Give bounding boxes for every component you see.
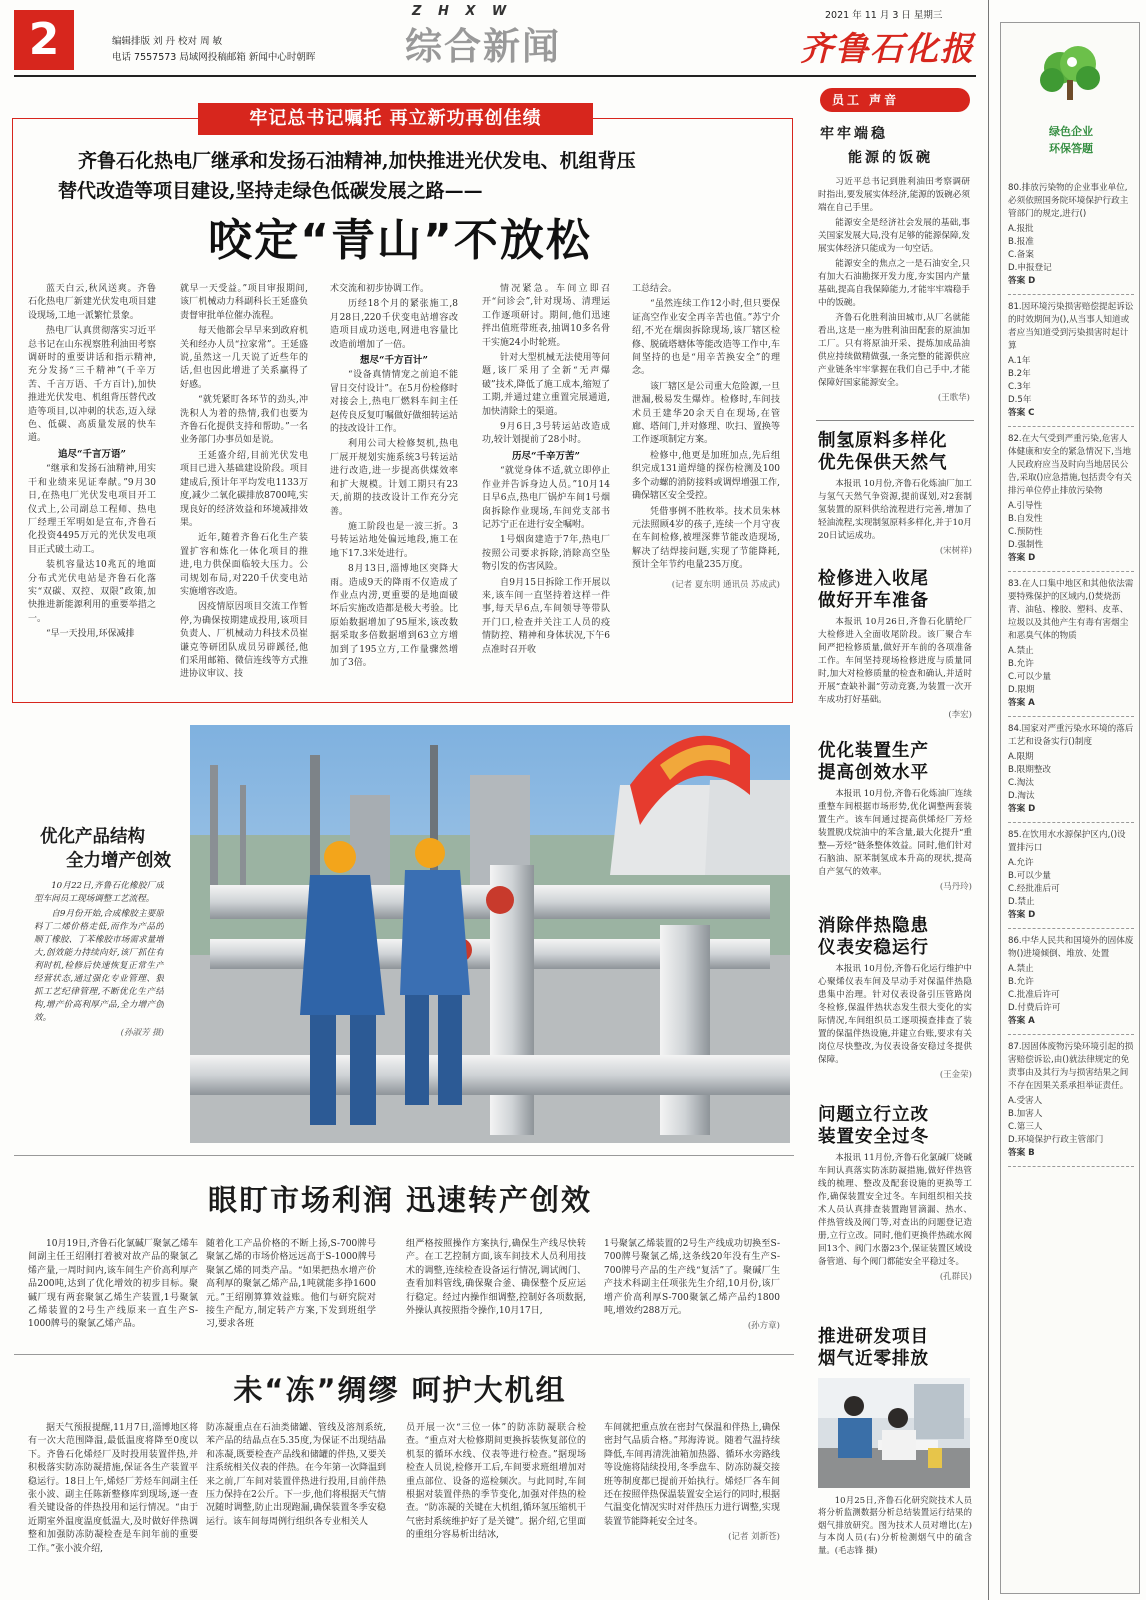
product-title-line1: 优化产品结构: [40, 827, 145, 847]
quiz-option: D.淘汰: [1008, 791, 1035, 801]
page-number: 2: [28, 14, 60, 65]
voice-paragraph: 能源安全的焦点之一是石油安全,只有加大石油勘探开发力度,夯实国内产量基础,提高自我保障能力,才能牢牢端稳手中的饭碗。: [818, 259, 970, 308]
lead-paragraph: 9月6日,3号转运站改造成功,较计划提前了28小时。: [482, 422, 610, 446]
quiz-question: 86.中华人民共和国境外的固体废物()进境倾倒、堆放、处置: [1008, 936, 1134, 959]
brief-title: 制氢原料多样化: [818, 431, 948, 451]
quiz-option: B.允许: [1008, 659, 1034, 669]
freeze-byline: (记者 刘新苍): [728, 1532, 780, 1543]
brief-body: 本报讯 10月份,齐鲁石化运行维护中心聚烯仪表车间及早动手对保温伴热隐患集中治理。针对仪表设备引压管路岗冬检修,保温伴热状态发生很大变化的实际情况,车间组织员工逐项摸查排查了装置的保温伴热设施,并建立台账,要求有关岗位尽快整改,为仪表设备安稳过冬提供保障。: [818, 964, 972, 1065]
lead-paragraph: 情况紧急。车间立即召开“问诊会”,针对现场、清理运工作逐项研讨。期间,他们迅速拌出值班带班表,抽调10多名骨干实施24小时轮班。: [482, 284, 610, 348]
quiz-option: C.第三人: [1008, 1122, 1043, 1132]
market-col-2: [206, 1238, 376, 1346]
quiz-option: C.批准后许可: [1008, 990, 1060, 1000]
quiz-question: 83.在人口集中地区和其他依法需要特殊保护的区域内,()焚烧沥青、油毡、橡胶、塑料、皮革、垃圾以及其他产生有毒有害烟尘和恶臭气体的物质: [1008, 579, 1134, 641]
market-paragraph: 10月19日,齐鲁石化氯碱厂聚氯乙烯车间副主任王绍刚打着被对故产品的聚氯乙烯产量,一周时间内,该车间生产价高利厚产品200吨,达到了优化增效的初步目标。聚碱厂现有两套聚氯乙烯生产装置,1号聚氯乙烯装置的2号生产线原来一直生产S-1000牌号的聚氯乙烯产品。: [28, 1239, 198, 1330]
quiz-option: A.1年: [1008, 356, 1031, 366]
lead-paragraph: 术交流和初步协调工作。: [330, 284, 430, 294]
quiz-separator: [1008, 1034, 1134, 1035]
photo-story: [818, 1326, 972, 1596]
brief-title: 装置安全过冬: [818, 1127, 929, 1147]
lead-kicker-line1: 齐鲁石化热电厂继承和发扬石油精神,加快推进光伏发电、机组背压: [78, 150, 636, 172]
quiz-option: D.禁止: [1008, 897, 1035, 907]
brief-byline: (宋树祥): [939, 546, 972, 556]
freeze-paragraph: 据天气预报提醒,11月7日,淄博地区将有一次大范围降温,最低温度将降至0度以下。齐鲁石化烯烃厂及时投用装置伴热,并积极落实防冻防凝措施,保证各生产装置平稳运行。18日上午,烯烃厂芳烃车间副主任张小波、副主任陈新整修库到现场,逐一查看关键设备的伴热投用和运行情况。“由于近期室外温度温度低温大,及时做好伴热调整和加强防冻防凝检查是车间年前的重要工作。”张小波介绍,: [28, 1423, 198, 1554]
brief-byline: (孔群民): [939, 1272, 972, 1282]
brief-2: [818, 568, 972, 728]
voice-body: [818, 176, 970, 416]
brief-title: 仪表安稳运行: [818, 938, 929, 958]
lead-paragraph: 因疫情原因项目交流工作暂停,为确保按期建成投用,该项目负责人、厂机械动力科技术员崔谦克等研团队成员另辟蹊径,他们采用邮箱、微信连线等方式推进协议审议、技: [180, 602, 308, 680]
product-title-line2: 全力增产创效: [66, 851, 171, 871]
brief-1: [818, 430, 972, 560]
lead-subhead: 追尽“千言万语”: [58, 448, 126, 460]
editor-credits: 编辑排版 刘 丹 校对 周 敏: [112, 36, 223, 47]
quiz-answer: 答案 A: [1008, 698, 1035, 708]
quiz-option: B.可以少量: [1008, 871, 1052, 881]
brief-title: 提高创效水平: [818, 763, 929, 783]
brief-title: 优先保供天然气: [818, 453, 948, 473]
quiz-question: 80.排放污染物的企业事业单位,必须依照国务院环境保护行政主管部门的规定,进行(): [1008, 183, 1129, 219]
quiz-answer: 答案 D: [1008, 276, 1036, 286]
product-paragraph: 自9月份开始,合成橡胶主要原料丁二烯价格走低,而作为产品的顺丁橡胶、丁苯橡胶市场需求量增大,创效能力持续向好,该厂抓住有利时机,检修后快速恢复正常生产经营状态,通过强化专业管理、狠抓工艺纪律管理,不断优化生产结构,增产价高利厚产品,全力增产创效。: [34, 909, 164, 1023]
freeze-col-2: [206, 1422, 386, 1594]
market-paragraph: 1号聚氯乙烯装置的2号生产线成功切换至S-700牌号聚氯乙烯,这条线20年没有生产S-700牌号产品的生产线“复活”了。聚碱厂生产技术科副主任项张先生介绍,10月份,该厂增产价高利厚S-700聚氯乙烯产品约1800吨,增效约288万元。: [604, 1239, 780, 1317]
lead-paragraph: “早一天投用,环保减排: [46, 629, 135, 640]
quiz-option: A.禁止: [1008, 646, 1034, 656]
lead-paragraph: 针对大型机械无法使用等问题,该厂采用了全新“无声爆破”技术,降低了施工成本,缩短了工期,并通过建立重置完展通道,加快清除土的渠道。: [482, 353, 610, 417]
lead-paragraph: 8月13日,淄博地区突降大雨。造成9天的降雨不仅造成了作业点内涝,更重要的是地面破坏后实施改造都是极大考验。比原始数据增加了95厘米,该改数据采取多倍数据增到63立方增加到了195立方,工作量骤然增加了3倍。: [330, 564, 458, 668]
freeze-col-3: [406, 1422, 586, 1594]
quiz-option: C.3年: [1008, 382, 1031, 392]
lead-paragraph: 王延盛介绍,目前光伏发电项目已进入基础建设阶段。项目建成后,预计年平均发电1133万度,减少二氧化碳排放8700吨,实现良好的经济效益和环境减排效果。: [180, 450, 308, 528]
market-top-rule: [14, 1155, 794, 1156]
quiz-question: 87.因固体废物污染环境引起的损害赔偿诉讼,由()就法律规定的免责事由及其行为与损害结果之间不存在因果关系承担举证责任。: [1008, 1042, 1134, 1091]
quiz-option: A.报批: [1008, 224, 1034, 234]
lead-paragraph: “就凭紧盯各环节的劲头,冲洗积人为着的热情,我们也要为齐鲁石化提供支持和帮助。”一名业务部门办事员如是说。: [180, 395, 308, 446]
brief-title: 做好开车准备: [818, 591, 929, 611]
quiz-answer: 答案 D: [1008, 804, 1036, 814]
quiz-option: B.2年: [1008, 369, 1031, 379]
lead-paragraph: 施工阶段也是一波三折。3号转运站地处偏远地段,施工在地下17.3米处进行。: [330, 521, 458, 559]
quiz-option: A.限期: [1008, 752, 1034, 762]
quiz-answer: 答案 C: [1008, 408, 1035, 418]
tree-icon: [1030, 42, 1110, 102]
brief-4: [818, 915, 972, 1095]
lead-paragraph: 就早一天受益。”项目审报期间,该厂机械动力科副科长王延盛负责督审批单位催办流程。: [180, 284, 308, 321]
lead-paragraph: 蓝天白云,秋风送爽。齐鲁石化热电厂新建光伏发电项目建设现场,工地一派繁忙景象。: [28, 284, 156, 321]
brief-byline: (李宏): [948, 710, 972, 720]
lead-byline: (记者 夏东明 通讯员 苏成武): [671, 579, 780, 590]
quiz-option: B.加害人: [1008, 1109, 1043, 1119]
lead-paragraph: 热电厂认真贯彻落实习近平总书记在山东视察胜利油田考察调研时的重要讲话和指示精神,充分发扬“三千精神”(千辛万苦、千言万语、千方百计),加快推进光伏发电、机组背压替代改造等项目,以冲刺的状态,迈入绿色、低碳、高质量发展的快车道。: [28, 326, 156, 444]
quiz-option: D.环境保护行政主管部门: [1008, 1135, 1104, 1145]
market-paragraph: 随着化工产品价格的不断上扬,S-700牌号聚氯乙烯的市场价格远远高于S-1000牌号聚氯乙烯的同类产品。“如果把热水增产价高利厚的聚氯乙烯产品,1吨就能多挣1600元。”王绍刚算算效益账。他们与研究院对接生产配方,制定转产方案,下发到班组学习,要求各班: [206, 1239, 376, 1330]
market-col-4: [604, 1238, 780, 1346]
masthead-rule: [14, 75, 976, 77]
lead-paragraph: “就觉身体不适,就立即停止作业并告诉身边人员。”10月14日早6点,热电厂锅炉车间1号烟囱拆除作业现场,车间党支部书记苏宁正在进行安全嘱咐。: [482, 466, 610, 530]
lead-kicker-line2: 替代改造等项目建设,坚持走绿色低碳发展之路——: [58, 180, 483, 202]
photo-story-title: 烟气近零排放: [818, 1349, 929, 1369]
voice-divider: [816, 420, 974, 421]
voice-title-line1: 牢牢端稳: [820, 126, 888, 142]
lead-paragraph: “虽然连续工作12小时,但只要保证高空作业安全再辛苦也值。”苏宁介绍,不光在烟囱拆除现场,该厂辖区检修、脱硫塔塘体等能改造等工作中,车间坚持的也是“用辛苦换安全”的理念。: [632, 299, 780, 377]
freeze-paragraph: 员开展一次“三位一体”的防冻防凝联合检查。“重点对大检修期间更换拆装恢复部位的机泵的循环水线、仪表等进行检查。”据现场检查人员说,检修开工后,车间要求班组增加对重点部位、设备的巡检频次。与此同时,车间根据对装置伴热的季节变化,加强对伴热的检查。“防冻凝的关键在大机组,循环氢压缩机干气密封系统维护好了是关键”。据介绍,它里面的重组分容易析出结冰,: [406, 1423, 586, 1541]
quiz-separator: [1008, 716, 1134, 717]
quiz-option: A.禁止: [1008, 964, 1034, 974]
quiz-answer: 答案 B: [1008, 1148, 1035, 1158]
lead-headline: 咬定“青山”不放松: [208, 215, 592, 266]
main-photo: [190, 725, 790, 1143]
lead-paragraph: “设备真情情宠之前追不能冒日交付设计”。在5月份检修时对接会上,热电厂燃料车间主任赵传良反复叮嘱做好做细转运站的技改设计工作。: [330, 370, 458, 435]
quiz-option: A.允许: [1008, 858, 1034, 868]
quiz-question: 84.国家对严重污染水环境的落后工艺和设备实行()制度: [1008, 724, 1134, 747]
quiz-separator: [1008, 822, 1134, 823]
brief-title: 消除伴热隐患: [818, 916, 929, 936]
quiz-option: B.限期整改: [1008, 765, 1052, 775]
section-title: 综合新闻: [405, 25, 561, 68]
voice-paragraph: 齐鲁石化胜利油田城市,从厂名就能看出,这是一座为胜利油田配套的原油加工厂。只有将原油开采、提炼加成品油供应持续做精做强,一条完整的能源供应产业链条牢牢掌握在我们自己手中,才能保障好国家能源安全。: [818, 313, 970, 388]
lead-paragraph: 每天他都会早早来到政府机关和经办人员“拉家常”。王延盛说,虽然这一几天说了近些年的话,但也因此增进了关系赢得了好感。: [180, 326, 308, 390]
quiz-option: B.报准: [1008, 237, 1034, 247]
quiz-list: [1008, 182, 1134, 1590]
quiz-option: D.限期: [1008, 685, 1035, 695]
freeze-headline: 未“冻”绸缪 呵护大机组: [233, 1373, 567, 1407]
issue-date: 2021 年 11 月 3 日 星期三: [825, 10, 943, 21]
brief-title: 问题立行立改: [818, 1105, 929, 1125]
quiz-option: D.申报登记: [1008, 263, 1052, 273]
market-headline: 眼盯市场利润 迅速转产创效: [207, 1183, 593, 1217]
voice-title-line2: 能源的饭碗: [848, 150, 933, 166]
freeze-top-rule: [14, 1354, 794, 1355]
lead-paragraph: 装机容量达10兆瓦的地面分布式光伏电站是齐鲁石化落实“双碳、双控、双限”政策,加快推进新能源利用的重要举措之一。: [28, 560, 156, 624]
lead-col-4: [482, 283, 610, 688]
product-byline: (孙淑芳 摄): [120, 1028, 164, 1038]
quiz-option: C.预防性: [1008, 527, 1043, 537]
product-paragraph: 10月22日,齐鲁石化橡胶厂成型车间员工现场调整工艺流程。: [34, 881, 164, 904]
lead-paragraph: 凭借事例不胜枚举。技术员朱林元法照顾4岁的孩子,连续一个月守夜在车间检修,被埋深葬节能改造现场,解决了结焊接问题,实现了节能降耗,预计全年节约电量235万度。: [632, 506, 780, 571]
product-body: [34, 880, 164, 1076]
lead-paragraph: 工总结会。: [632, 284, 678, 294]
quiz-option: B.允许: [1008, 977, 1034, 987]
quiz-header-line1: 绿色企业: [1049, 125, 1093, 138]
quiz-separator: [1008, 426, 1134, 427]
quiz-option: A.受害人: [1008, 1096, 1043, 1106]
lead-col-2: [180, 283, 308, 688]
lead-banner-text: 牢记总书记嘱托 再立新功再创佳绩: [249, 108, 542, 129]
freeze-col-4: [604, 1422, 780, 1594]
market-col-3: [406, 1238, 586, 1346]
lead-col-1: [28, 283, 156, 688]
quiz-option: D.强制性: [1008, 540, 1044, 550]
brief-5: [818, 1104, 972, 1314]
market-byline: (孙方章): [747, 1321, 780, 1332]
brief-title: 优化装置生产: [818, 741, 929, 761]
brief-title: 检修进入收尾: [818, 569, 929, 589]
quiz-option: C.经批准后可: [1008, 884, 1060, 894]
voice-column-tag-text: 员工 声音: [832, 93, 900, 107]
brief-body: 本报讯 10月份,齐鲁石化炼油厂加工与氢气天然气争资源,提前谋划,对2套制氢装置的原料供给流程进行完善,增加了轻油流程,实现制氢原料多样化,并于10月20日试运成功。: [818, 479, 972, 541]
photo-story-title: 推进研发项目: [818, 1327, 929, 1347]
lead-paragraph: 历经18个月的紧张施工,8月28日,220千伏变电站增容改造项目成功送电,网进电容量比改造前增加了一倍。: [330, 299, 458, 350]
market-col-1: [28, 1238, 198, 1346]
quiz-option: B.自发性: [1008, 514, 1043, 524]
lead-paragraph: 1号烟囱建造于7年,热电厂按照公司要求拆除,消除高空坠物引发的伤害风险。: [482, 535, 610, 573]
quiz-option: D.付费后许可: [1008, 1003, 1061, 1013]
quiz-option: C.可以少量: [1008, 672, 1052, 682]
lead-col-5: [632, 283, 780, 688]
lead-subhead: 想尽“千方百计”: [360, 355, 428, 367]
brief-byline: (王金荣): [939, 1070, 972, 1080]
photo-story-caption: 10月25日,齐鲁石化研究院技术人员将分析监测数据分析总结装置运行结果的烟气排放研究。图为技术人员对增比(左)与本岗人员(右)分析检测烟气中的硫含量。(毛志锋 摄): [818, 1495, 972, 1555]
voice-paragraph: 习近平总书记到胜利油田考察调研时指出,要发展实体经济,能源的饭碗必须端在自己手里。: [818, 177, 970, 213]
brief-3: [818, 740, 972, 905]
brief-body: 本报讯 10月26日,齐鲁石化腈纶厂大检修进入全面收尾阶段。该厂聚合车间严把检修质量,做好开车前的各项准备工作。车间坚持现场检修进度与质量同时,加大对检修质量的检查和确认,并适时开展“查缺补漏”劳动竞赛,为装置一次开车成功打好基础。: [818, 617, 972, 705]
quiz-option: C.备案: [1008, 250, 1034, 260]
lead-paragraph: “继承和发扬石油精神,用实干和业绩来见证奉献。”9月30日,在热电厂光伏发电项目开工仪式上,公司副总工程师、热电厂经理王军明如是宣布,齐鲁石化投资4495万元的光伏发电项目正式破土动工。: [28, 464, 156, 555]
quiz-answer: 答案 A: [1008, 1016, 1035, 1026]
quiz-question: 85.在饮用水水源保护区内,()设置排污口: [1008, 830, 1126, 853]
freeze-col-1: [28, 1422, 198, 1594]
lead-paragraph: 利用公司大检修契机,热电厂展开规划实施系统3号转运站进行改造,进一步提高供煤效率和扩大规模。计划工期只有23天,前期的技改设计工作充分完善。: [330, 439, 458, 517]
quiz-option: C.淘汰: [1008, 778, 1034, 788]
quiz-question: 82.在大气受到严重污染,危害人体健康和安全的紧急情况下,当地人民政府应当及时向当地居民公告,采取()应急措施,包括责令有关排污单位停止排放污染物: [1008, 434, 1132, 496]
quiz-answer: 答案 D: [1008, 910, 1036, 920]
brief-byline: (马丹玲): [939, 882, 972, 892]
lab-photo: [818, 1378, 970, 1488]
quiz-separator: [1008, 571, 1134, 572]
lead-paragraph: 该厂辖区是公司重大危险源,一旦泄漏,极易发生爆炸。检修时,车间技术员王建华20余天自在现场,在管廊、塔间门,并对修理、吹扫、置换等工作逐项制定方案。: [632, 381, 780, 446]
quiz-separator: [1008, 1166, 1134, 1167]
paper-name: 齐鲁石化报: [800, 29, 975, 68]
quiz-answer: 答案 D: [1008, 553, 1036, 563]
lead-paragraph: 检修中,他更是加班加点,先后组织完成131道焊缝的探伤检测及100多个动螺的消防接料或调焊增强工作,确保辖区安全受控。: [632, 450, 780, 502]
voice-byline: (王歌华): [937, 393, 970, 403]
market-paragraph: 组严格按照操作方案执行,确保生产线尽快转产。在工艺控制方面,该车间技术人员利用技术的调整,连续检查设备运行情况,调试阀门、查看加料管线,确保聚合釜、确保整个反应运行稳定。经过内操作细调整,控制好各项数据,外操认真按照指令操作,10月17日,: [406, 1239, 586, 1317]
quiz-option: D.5年: [1008, 395, 1032, 405]
brief-body: 本报讯 10月份,齐鲁石化炼油厂连续重整车间根据市场形势,优化调整两套装置生产。该车间通过提高供烯烃厂芳烃装置脱戊烷油中的苯含量,最大化提升“重整—芳烃”链条整体效益。同时,他们针对石脑油、原苯制氢成本升高的现状,提高自产氢气的效率。: [818, 789, 972, 877]
freeze-paragraph: 车间就把重点放在密封气保温和伴热上,确保密封气品质合格。”邦海涛说。随着气温持续降低,车间再清洗油箱加热器、循环水旁路线等设施将陆续投用,冬季盘车、防冻防凝交接班等制度都已提前开始执行。烯烃厂各车间还在按照伴热保温装置安全运行的同时,根据气温变化情况实时对伴热压力进行调整,实现装置节能降耗安全过冬。: [604, 1423, 780, 1527]
quiz-question: 81.因环境污染损害赔偿提起诉讼的时效期间为(),从当事人知道或者应当知道受到污染损害时起计算: [1008, 302, 1134, 351]
quiz-header-line2: 环保答题: [1049, 142, 1093, 155]
lead-paragraph: 自9月15日拆除工作开展以来,该车间一直坚持着这样一件事,每天早6点,车间领导等带队开门口,检查并关注工人员的疫情防控、精神和身体状况,下午6点准时召开收: [482, 577, 610, 655]
quiz-separator: [1008, 928, 1134, 929]
page-right-divider: [988, 0, 989, 1600]
quiz-separator: [1008, 294, 1134, 295]
section-pinyin: Z H X W: [412, 4, 513, 19]
freeze-paragraph: 防冻凝重点在石油类储罐、管线及溶剂系统,苯产品的结晶点在5.35度,为保证不出现结晶和冻凝,既要检查产品线和储罐的伴热,又要关注系统相关仪表的伴热。在今年第一次降温到来之前,厂车间对装置伴热进行投用,目前伴热压力保持在2公斤。下一步,他们将根据天气情况随时调整,防止出现跑漏,确保装置冬季安稳运行。该车间每周例行组织各专业相关人: [206, 1423, 386, 1527]
lead-paragraph: 近年,随着齐鲁石化生产装置扩容和炼化一体化项目的推进,电力供保面临较大压力。公司规划布局,对220千伏变电站实施增容改造。: [180, 533, 308, 597]
lead-col-3: [330, 283, 458, 688]
lead-subhead: 历尽“千辛万苦”: [512, 450, 580, 462]
quiz-option: A.引导性: [1008, 501, 1043, 511]
brief-body: 本报讯 11月份,齐鲁石化氯碱厂烧碱车间认真落实防冻防凝措施,做好伴热管线的梳理、整改及配套设施的更换等工作,确保装置安全过冬。车间组织相关技术人员认真排查装置跑冒滴漏、热水、伴热管线及阀门等,对查出的问题登记造册,立行立改。同时,他们更换伴热疏水阀回13个、阀门水器23个,保证装置区域设备管道、每个阀门都能安全平稳过冬。: [818, 1153, 972, 1267]
voice-paragraph: 能源安全是经济社会发展的基础,事关国家发展大局,没有足够的能源保障,发展实体经济只能成为一句空话。: [818, 218, 970, 254]
contact-info: 电话 7557573 局域网投稿邮箱 新闻中心时朝晖: [112, 52, 316, 63]
